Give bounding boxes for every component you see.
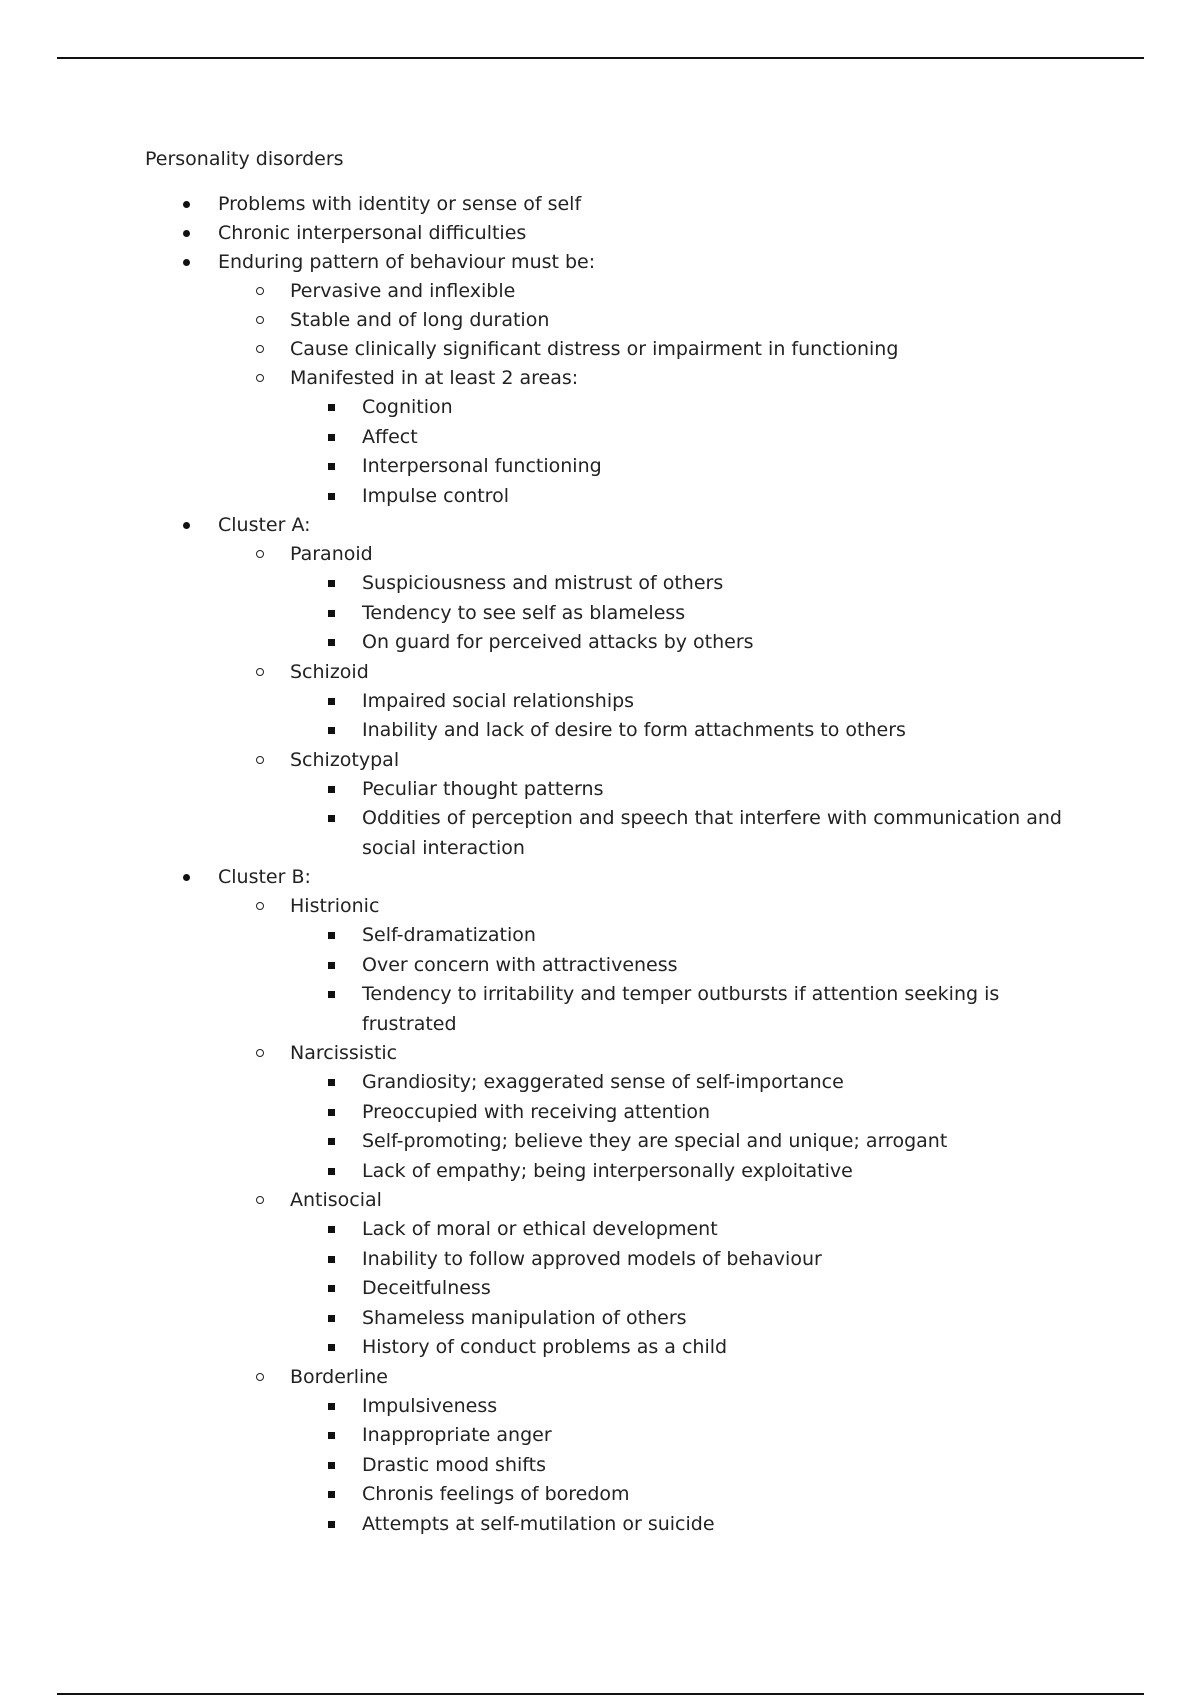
- cluster-a-sublist: [218, 540, 1095, 863]
- list-item: Attempts at self-mutilation or suicide: [290, 1510, 1095, 1540]
- borderline-sublist: [290, 1392, 1095, 1540]
- list-item: Oddities of perception and speech that interfere with communication and social interaction: [290, 804, 1095, 863]
- square-bullet-icon: [290, 1304, 363, 1333]
- circle-bullet-icon: [218, 1186, 291, 1215]
- square-bullet-icon: [290, 716, 363, 745]
- square-bullet-icon: [290, 1451, 363, 1480]
- list-item: Inability and lack of desire to form attachments to others: [290, 716, 1095, 746]
- bullet-icon: [145, 219, 218, 248]
- circle-bullet-icon: [218, 1363, 291, 1392]
- circle-bullet-icon: [218, 306, 291, 335]
- circle-bullet-icon: [218, 335, 291, 364]
- list-item: Tendency to see self as blameless: [290, 599, 1095, 629]
- cluster-b-item: Cluster B: Histrionic Self-dramatization Over concern with attractiveness Tendency to irritability and temper outbursts if attention seeking is frustrated Narcissistic Grandiosity; exaggerated sense of self-importance Preoccupied with receiving attention Self-promoting; believe they are special and unique; arrogant Lack of empathy; being interpersonally exploitative Antisocial Lack of moral or ethical development Inability to follow approved models of behaviour Deceitfulness Shameless manipulation of others History of conduct problems as a child Borderline Impulsiveness Inappropriate anger Drastic mood shifts Chronis feelings of boredom Attempts at self-mutilation or suicide: [145, 863, 1095, 1539]
- list-item: Lack of empathy; being interpersonally exploitative: [290, 1157, 1095, 1187]
- square-bullet-icon: [290, 1480, 363, 1509]
- square-bullet-icon: [290, 1333, 363, 1362]
- areas-sublist: [290, 393, 1095, 511]
- square-bullet-icon: [290, 1215, 363, 1244]
- paranoid-sublist: [290, 569, 1095, 658]
- square-bullet-icon: [290, 1421, 363, 1450]
- square-bullet-icon: [290, 1392, 363, 1421]
- square-bullet-icon: [290, 1068, 363, 1097]
- square-bullet-icon: [290, 921, 363, 950]
- borderline-item: Borderline Impulsiveness Inappropriate anger Drastic mood shifts Chronis feelings of boredom Attempts at self-mutilation or suicide: [218, 1363, 1095, 1540]
- list-item: Deceitfulness: [290, 1274, 1095, 1304]
- main-bullet-list: [145, 190, 1095, 1539]
- circle-bullet-icon: [218, 1039, 291, 1068]
- list-item: History of conduct problems as a child: [290, 1333, 1095, 1363]
- circle-bullet-icon: [218, 364, 291, 393]
- narcissistic-item: Narcissistic Grandiosity; exaggerated sense of self-importance Preoccupied with receiving attention Self-promoting; believe they are special and unique; arrogant Lack of empathy; being interpersonally exploitative: [218, 1039, 1095, 1186]
- schizoid-item: Schizoid Impaired social relationships Inability and lack of desire to form attachments to others: [218, 658, 1095, 746]
- schizotypal-item: Schizotypal Peculiar thought patterns Oddities of perception and speech that interfere with communication and social interaction: [218, 746, 1095, 864]
- narcissistic-sublist: [290, 1068, 1095, 1186]
- square-bullet-icon: [290, 951, 363, 980]
- list-item: Preoccupied with receiving attention: [290, 1098, 1095, 1128]
- list-item: Inappropriate anger: [290, 1421, 1095, 1451]
- circle-bullet-icon: [218, 277, 291, 306]
- circle-bullet-icon: [218, 540, 291, 569]
- list-item: Shameless manipulation of others: [290, 1304, 1095, 1334]
- square-bullet-icon: [290, 687, 363, 716]
- list-item: Cause clinically significant distress or impairment in functioning: [218, 335, 1095, 364]
- header-rule: [57, 57, 1144, 59]
- list-item: Stable and of long duration: [218, 306, 1095, 335]
- square-bullet-icon: [290, 482, 363, 511]
- manifested-item: Manifested in at least 2 areas: Cognition Affect Interpersonal functioning Impulse control: [218, 364, 1095, 511]
- cluster-b-sublist: [218, 892, 1095, 1539]
- paranoid-item: Paranoid Suspiciousness and mistrust of others Tendency to see self as blameless On guard for perceived attacks by others: [218, 540, 1095, 658]
- list-item: Tendency to irritability and temper outbursts if attention seeking is frustrated: [290, 980, 1095, 1039]
- list-item: Cognition: [290, 393, 1095, 423]
- footer-rule: [57, 1693, 1144, 1695]
- square-bullet-icon: [290, 452, 363, 481]
- histrionic-sublist: [290, 921, 1095, 1039]
- circle-bullet-icon: [218, 746, 291, 775]
- list-item: Affect: [290, 423, 1095, 453]
- circle-bullet-icon: [218, 892, 291, 921]
- square-bullet-icon: [290, 628, 363, 657]
- list-item: Self-promoting; believe they are special and unique; arrogant: [290, 1127, 1095, 1157]
- square-bullet-icon: [290, 599, 363, 628]
- schizoid-sublist: [290, 687, 1095, 746]
- list-item: Chronis feelings of boredom: [290, 1480, 1095, 1510]
- schizotypal-sublist: [290, 775, 1095, 864]
- document-body: [145, 145, 1095, 1539]
- square-bullet-icon: [290, 775, 363, 804]
- square-bullet-icon: [290, 1510, 363, 1539]
- list-item: Pervasive and inflexible: [218, 277, 1095, 306]
- square-bullet-icon: [290, 1245, 363, 1274]
- square-bullet-icon: [290, 1127, 363, 1156]
- enduring-sublist: [218, 277, 1095, 511]
- list-item: Impulsiveness: [290, 1392, 1095, 1422]
- list-item: Interpersonal functioning: [290, 452, 1095, 482]
- cluster-a-item: Cluster A: Paranoid Suspiciousness and mistrust of others Tendency to see self as blameless On guard for perceived attacks by others Schizoid Impaired social relationships Inability and lack of desire to form attachments to others Schizotypal Peculiar thought patterns Oddities of perception and speech that interfere with communication and social interaction: [145, 511, 1095, 863]
- circle-bullet-icon: [218, 658, 291, 687]
- list-item: Over concern with attractiveness: [290, 951, 1095, 981]
- list-item: Impulse control: [290, 482, 1095, 512]
- antisocial-item: Antisocial Lack of moral or ethical development Inability to follow approved models of behaviour Deceitfulness Shameless manipulation of others History of conduct problems as a child: [218, 1186, 1095, 1363]
- square-bullet-icon: [290, 569, 363, 598]
- list-item: Peculiar thought patterns: [290, 775, 1095, 805]
- list-item: Impaired social relationships: [290, 687, 1095, 717]
- square-bullet-icon: [290, 423, 363, 452]
- list-item: On guard for perceived attacks by others: [290, 628, 1095, 658]
- page-title: Personality disorders: [145, 148, 344, 170]
- list-item: Problems with identity or sense of self: [145, 190, 1095, 219]
- histrionic-item: Histrionic Self-dramatization Over concern with attractiveness Tendency to irritability and temper outbursts if attention seeking is frustrated: [218, 892, 1095, 1039]
- list-item: Chronic interpersonal difficulties: [145, 219, 1095, 248]
- bullet-icon: [145, 248, 218, 277]
- square-bullet-icon: [290, 1157, 363, 1186]
- list-item: Lack of moral or ethical development: [290, 1215, 1095, 1245]
- square-bullet-icon: [290, 1274, 363, 1303]
- list-item: Inability to follow approved models of behaviour: [290, 1245, 1095, 1275]
- enduring-pattern-item: Enduring pattern of behaviour must be: Pervasive and inflexible Stable and of long duration Cause clinically significant distress or impairment in functioning Manifested in at least 2 areas: Cognition Affect Interpersonal functioning Impulse control: [145, 248, 1095, 511]
- list-item: Grandiosity; exaggerated sense of self-importance: [290, 1068, 1095, 1098]
- antisocial-sublist: [290, 1215, 1095, 1363]
- list-item: Drastic mood shifts: [290, 1451, 1095, 1481]
- list-item: Suspiciousness and mistrust of others: [290, 569, 1095, 599]
- square-bullet-icon: [290, 393, 363, 422]
- bullet-icon: [145, 511, 218, 540]
- square-bullet-icon: [290, 804, 363, 833]
- bullet-icon: [145, 190, 218, 219]
- bullet-icon: [145, 863, 218, 892]
- square-bullet-icon: [290, 1098, 363, 1127]
- list-item: Self-dramatization: [290, 921, 1095, 951]
- square-bullet-icon: [290, 980, 363, 1009]
